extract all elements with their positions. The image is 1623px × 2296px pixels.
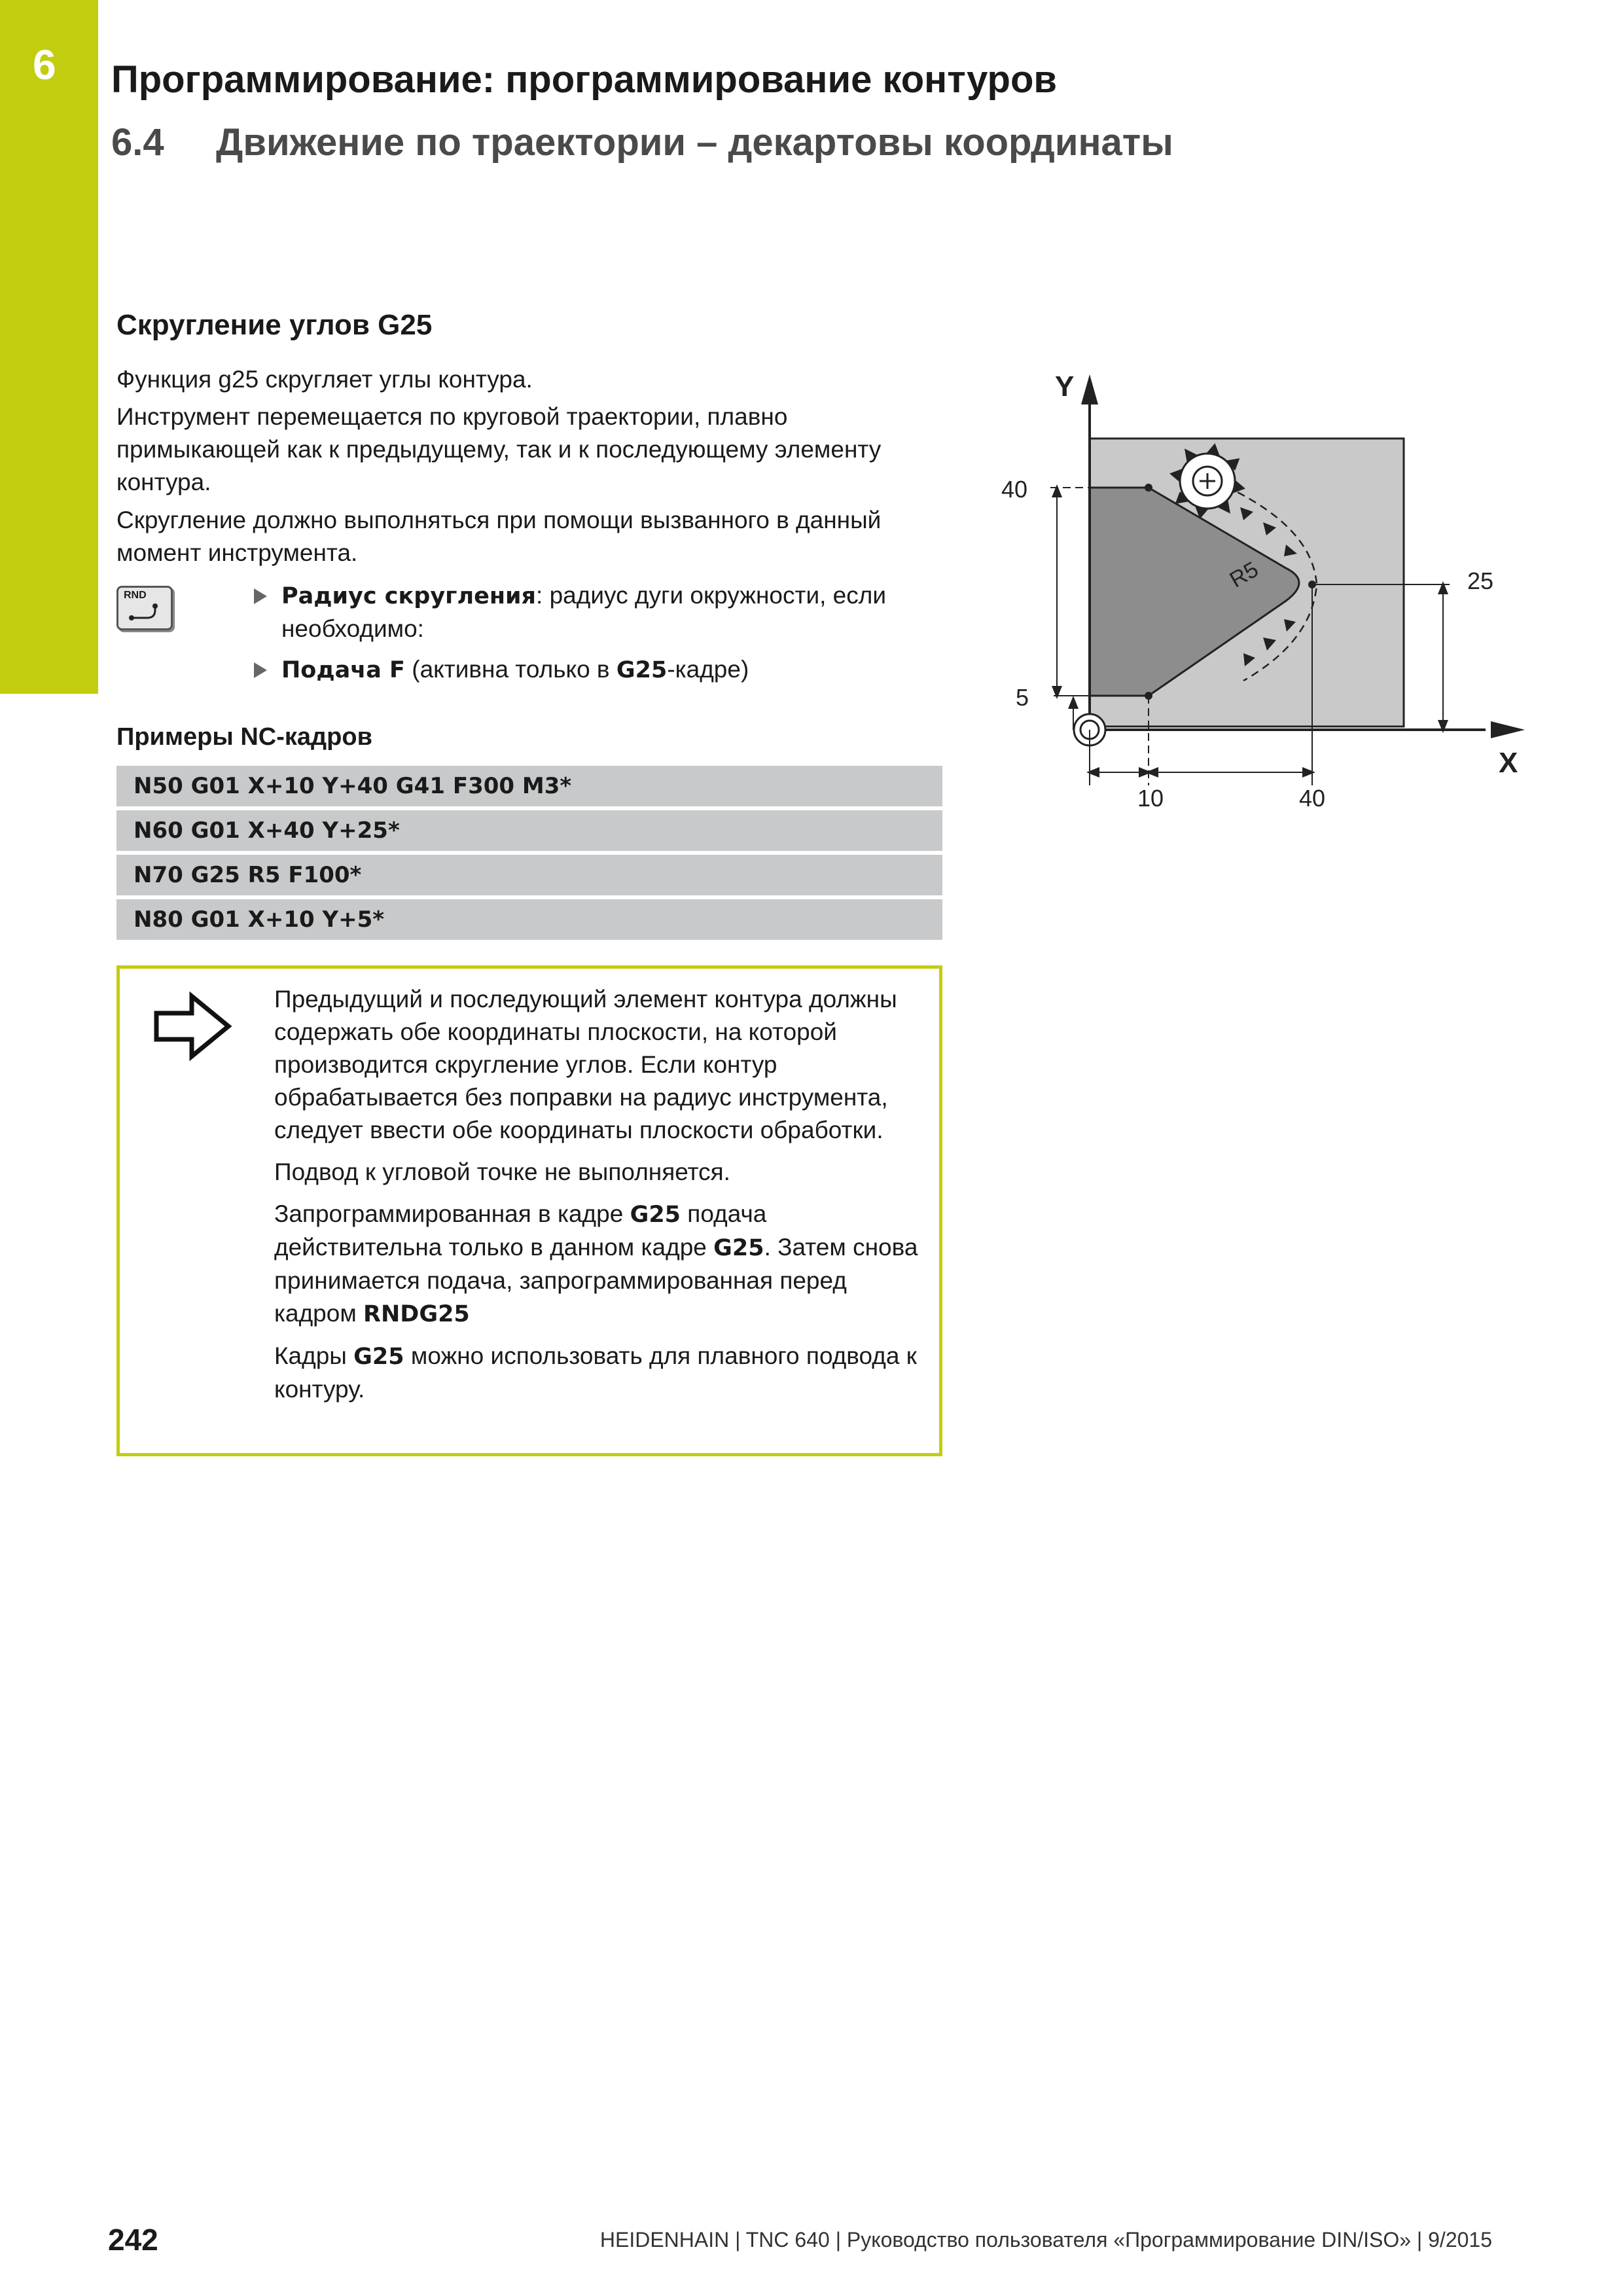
y-tick-40: 40: [1001, 476, 1028, 503]
note-text-span: подача действительна только в данном кадре: [274, 1200, 767, 1261]
chapter-title: Программирование: программирование контуров: [111, 58, 1058, 101]
bullet-feed-text-before: (активна только в: [404, 656, 616, 683]
note-paragraph-3: [274, 1198, 929, 1331]
rnd-key-icon: [116, 586, 173, 630]
note-text-span: можно использовать для плавного подвода к контуру.: [274, 1342, 917, 1403]
radius-label: R5: [1225, 556, 1263, 593]
subheading: Скругление углов G25: [116, 309, 433, 341]
chapter-tab: [0, 0, 98, 694]
paragraph-1: Функция g25 скругляет углы контура.: [116, 366, 533, 393]
x-tick-40: 40: [1299, 785, 1326, 812]
x-tick-10: 10: [1137, 785, 1164, 812]
corner-point: [1308, 581, 1316, 588]
code-row: N50 G01 X+10 Y+40 G41 F300 M3*: [116, 766, 942, 806]
corner-rounding-diagram: [982, 360, 1544, 831]
page-number: 242: [108, 2223, 158, 2257]
note-text-span: Запрограммированная в кадре: [274, 1200, 630, 1227]
note-code: G25: [630, 1202, 681, 1228]
bullet-radius-term: Радиус скругления: [281, 583, 537, 609]
rnd-key-label: RND: [124, 590, 147, 601]
section-heading: [111, 120, 1173, 164]
note-text-span: . Затем снова принимается подача, запрограммированная перед кадром: [274, 1234, 918, 1327]
arrow-right-icon: [151, 987, 236, 1066]
note-text-span: Кадры: [274, 1342, 354, 1369]
code-row: N70 G25 R5 F100*: [116, 855, 942, 895]
chapter-number: 6: [33, 41, 56, 88]
bullet-feed-term: Подача F: [281, 657, 405, 683]
y-axis-arrow-icon: [1081, 374, 1098, 404]
note-code: RNDG25: [363, 1301, 470, 1327]
bullet-feed: [281, 653, 942, 687]
footer-text: HEIDENHAIN | TNC 640 | Руководство пользователя «Программирование DIN/ISO» | 9/2015: [599, 2228, 1492, 2251]
code-row: N60 G01 X+40 Y+25*: [116, 810, 942, 851]
y-tick-5: 5: [1016, 684, 1029, 711]
note-paragraph-1: Предыдущий и последующий элемент контура должны содержать обе координаты плоскости, на которой производится скругление углов. Если контур обрабатывается без поправки на радиус инструмента, следует ввести обе координаты плоскости обработки.: [274, 986, 897, 1143]
start-point: [1145, 484, 1152, 492]
right-dimension-25: 25: [1467, 567, 1494, 594]
bullet-radius: [281, 579, 942, 645]
x-axis-label: X: [1499, 747, 1518, 779]
note-paragraph-4: [274, 1340, 929, 1406]
x-axis-arrow-icon: [1491, 721, 1525, 738]
bullet-feed-code: G25: [616, 657, 668, 683]
note-text: [274, 983, 929, 1415]
code-row: N80 G01 X+10 Y+5*: [116, 899, 942, 940]
note-box: [116, 965, 942, 1456]
section-title: Движение по траектории – декартовы координаты: [216, 121, 1173, 164]
note-code: G25: [353, 1344, 404, 1370]
paragraph-2: Инструмент перемещается по круговой траектории, плавно примыкающей как к предыдущему, так и к последующему элементу контура.: [116, 403, 882, 495]
examples-heading: Примеры NC-кадров: [116, 723, 372, 751]
note-paragraph-2: Подвод к угловой точке не выполняется.: [274, 1158, 730, 1185]
bullet-triangle-icon: [254, 662, 267, 678]
bullet-radius-text: : радиус дуги окружности, если необходимо:: [281, 582, 887, 642]
y-axis-label: Y: [1055, 370, 1075, 403]
section-number: 6.4: [111, 121, 164, 164]
bullet-feed-text-after: -кадре): [667, 656, 749, 683]
end-point: [1145, 692, 1152, 700]
bullet-triangle-icon: [254, 588, 267, 604]
note-code: G25: [713, 1235, 764, 1261]
paragraph-3: Скругление должно выполняться при помощи вызванного в данный момент инструмента.: [116, 507, 882, 566]
